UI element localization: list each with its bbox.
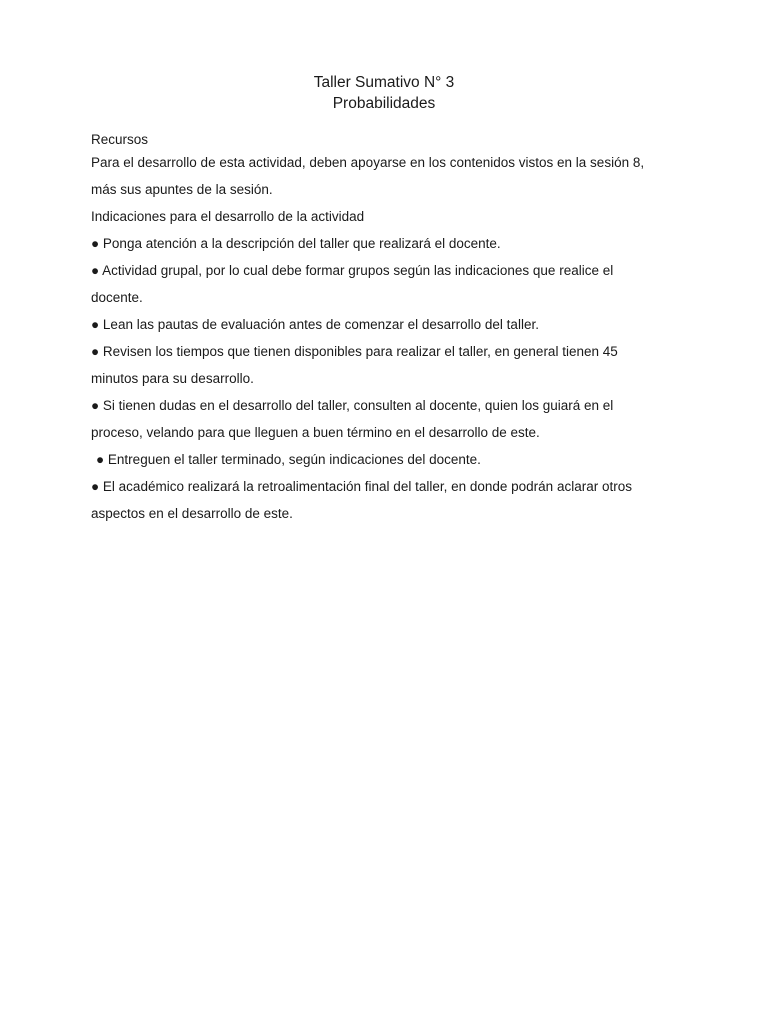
document-subtitle: Probabilidades — [332, 95, 436, 112]
bullet-icon: ● — [91, 236, 100, 251]
instruction-item-7-continuation: aspectos en el desarrollo de este. — [91, 506, 293, 521]
instruction-item-5 — [91, 392, 681, 419]
instruction-item-5-continuation: proceso, velando para que lleguen a buen término en el desarrollo de este. — [91, 425, 540, 440]
instruction-item-3-text: Lean las pautas de evaluación antes de comenzar el desarrollo del taller. — [102, 317, 539, 332]
document-body — [91, 131, 681, 527]
instruction-item-4 — [91, 338, 681, 365]
instruction-item-6-text: Entreguen el taller terminado, según indicaciones del docente. — [107, 452, 481, 467]
instruction-item-2-text: Actividad grupal, por lo cual debe formar grupos según las indicaciones que realice el — [102, 263, 614, 278]
bullet-icon: ● — [91, 263, 100, 278]
instruction-item-1 — [91, 230, 681, 257]
bullet-icon: ● — [96, 452, 105, 467]
resources-text-line-1: Para el desarrollo de esta actividad, deben apoyarse en los contenidos vistos en la sesión 8, — [91, 155, 645, 170]
instruction-item-5-text: Si tienen dudas en el desarrollo del taller, consulten al docente, quien los guiará en el — [102, 398, 614, 413]
bullet-icon: ● — [91, 344, 100, 359]
instruction-item-1-text: Ponga atención a la descripción del taller que realizará el docente. — [102, 236, 501, 251]
instruction-item-6 — [91, 446, 681, 473]
bullet-icon: ● — [91, 479, 100, 494]
instruction-item-4-text: Revisen los tiempos que tienen disponibles para realizar el taller, en general tienen 45 — [102, 344, 618, 359]
title-block — [0, 72, 768, 114]
instruction-item-2-continuation: docente. — [91, 290, 143, 305]
instruction-item-7 — [91, 473, 681, 500]
resources-label: Recursos — [91, 132, 149, 147]
instruction-item-3 — [91, 311, 681, 338]
resources-text-line-2: más sus apuntes de la sesión. — [91, 182, 273, 197]
bullet-icon: ● — [91, 398, 100, 413]
instructions-heading: Indicaciones para el desarrollo de la actividad — [91, 209, 365, 224]
instruction-item-4-continuation: minutos para su desarrollo. — [91, 371, 254, 386]
document-title: Taller Sumativo N° 3 — [313, 74, 455, 91]
bullet-icon: ● — [91, 317, 100, 332]
instruction-item-2 — [91, 257, 681, 284]
instruction-item-7-text: El académico realizará la retroalimentación final del taller, en donde podrán aclarar otros — [102, 479, 632, 494]
